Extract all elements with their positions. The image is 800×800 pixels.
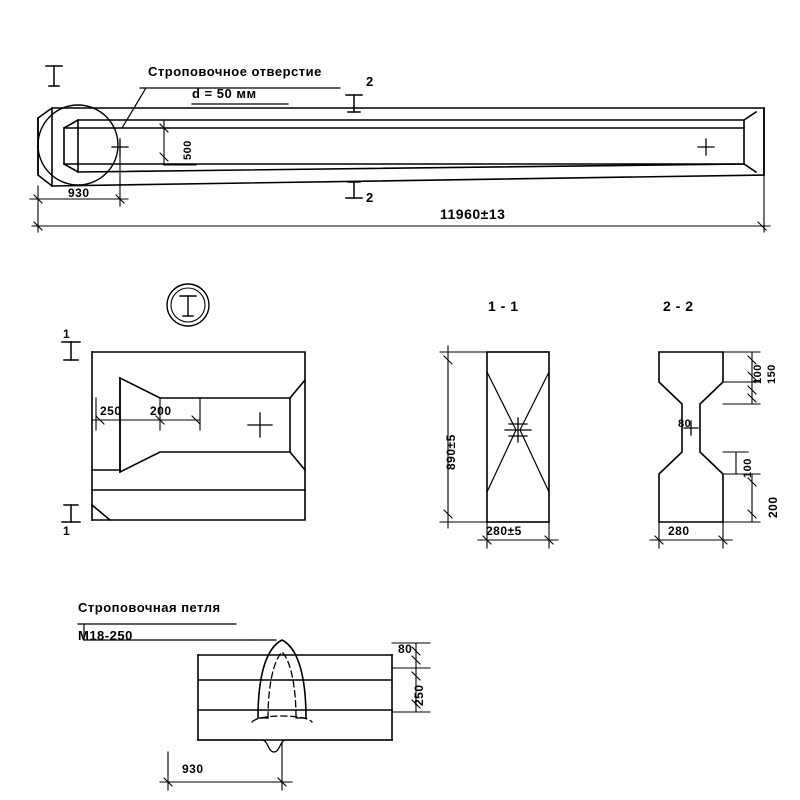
dim-930-top: 930 — [68, 186, 90, 200]
dim-930-loop: 930 — [182, 762, 204, 776]
section-2-2-outline — [659, 352, 723, 522]
section-2-2-title: 2 - 2 — [663, 298, 694, 314]
dim-100-bottom: 100 — [742, 458, 754, 478]
dim-200-detail: 200 — [150, 404, 172, 418]
dim-280-width-2: 280 — [668, 524, 690, 538]
section-1-1-title: 1 - 1 — [488, 298, 519, 314]
dim-100-top: 100 — [752, 364, 764, 384]
callout-hole-line1: Строповочное отверстие — [148, 64, 322, 79]
section-mark-2-bottom: 2 — [366, 190, 374, 205]
dim-890-height: 890±5 — [444, 434, 458, 470]
callout-loop-line1: Строповочная петля — [78, 600, 221, 615]
dim-80-web: 80 — [678, 418, 692, 430]
detail-mark-1-top: 1 — [63, 327, 71, 341]
detail-mark-1-bottom: 1 — [63, 524, 71, 538]
section-mark-2-top: 2 — [366, 74, 374, 89]
dim-500: 500 — [182, 140, 194, 160]
callout-hole-line2: d = 50 мм — [192, 86, 257, 101]
dim-250-loop: 250 — [412, 684, 426, 706]
callout-loop-line2: М18-250 — [78, 628, 133, 643]
dim-200-bottom: 200 — [766, 496, 780, 518]
dim-total-length: 11960±13 — [440, 206, 506, 222]
dim-280-width-1: 280±5 — [486, 524, 522, 538]
dim-80-loop: 80 — [398, 642, 413, 656]
dim-150: 150 — [766, 364, 778, 384]
dim-250-detail: 250 — [100, 404, 122, 418]
